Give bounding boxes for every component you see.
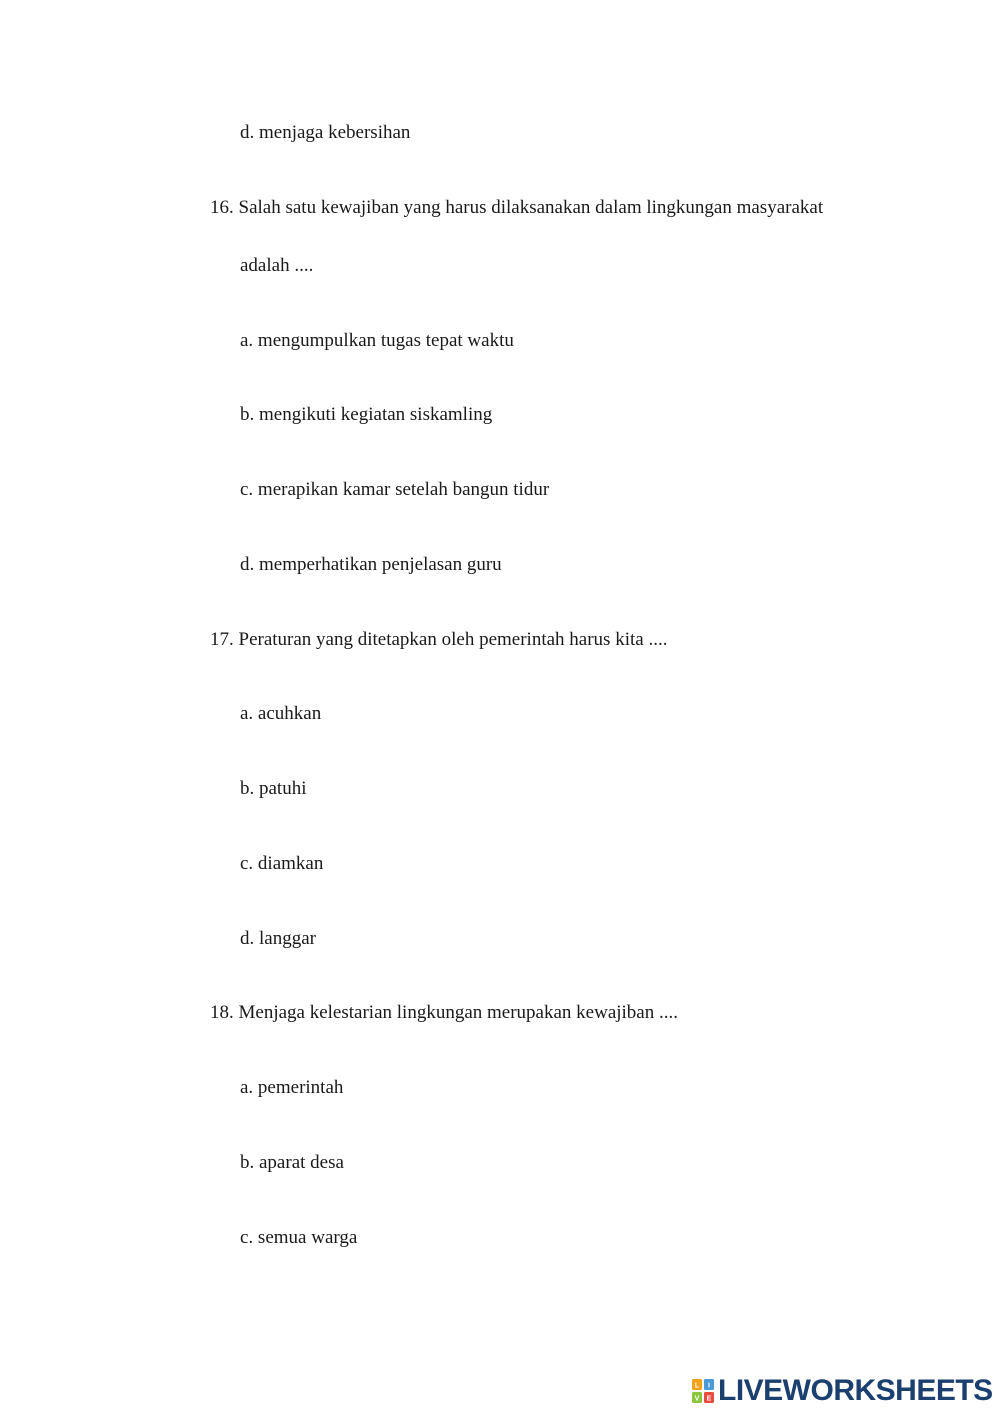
question-16-option-d[interactable]: d. memperhatikan penjelasan guru — [240, 554, 502, 575]
svg-text:V: V — [694, 1395, 700, 1403]
question-17-text: 17. Peraturan yang ditetapkan oleh pemerintah harus kita .... — [210, 629, 668, 650]
question-18-option-c[interactable]: c. semua warga — [240, 1227, 358, 1248]
liveworksheets-wordmark: LIVEWORKSHEETS — [718, 1374, 993, 1407]
question-16-option-b[interactable]: b. mengikuti kegiatan siskamling — [240, 404, 493, 425]
question-17-option-b[interactable]: b. patuhi — [240, 778, 307, 799]
svg-text:I: I — [708, 1382, 710, 1390]
option-d-prev: d. menjaga kebersihan — [240, 122, 411, 143]
question-18-option-b[interactable]: b. aparat desa — [240, 1152, 344, 1173]
question-18-text: 18. Menjaga kelestarian lingkungan merupakan kewajiban .... — [210, 1002, 678, 1023]
question-17-option-a[interactable]: a. acuhkan — [240, 703, 322, 724]
question-16-option-c[interactable]: c. merapikan kamar setelah bangun tidur — [240, 479, 550, 500]
question-16-option-a[interactable]: a. mengumpulkan tugas tepat waktu — [240, 330, 514, 351]
liveworksheets-logo-icon — [692, 1379, 714, 1403]
question-16-text: 16. Salah satu kewajiban yang harus dilaksanakan dalam lingkungan masyarakat — [210, 197, 824, 218]
question-17-option-c[interactable]: c. diamkan — [240, 853, 324, 874]
svg-text:L: L — [694, 1382, 700, 1390]
svg-text:E: E — [706, 1395, 712, 1403]
question-18-option-a[interactable]: a. pemerintah — [240, 1077, 344, 1098]
question-16-continuation: adalah .... — [240, 255, 314, 276]
liveworksheets-brand[interactable] — [692, 1374, 993, 1408]
question-17-option-d[interactable]: d. langgar — [240, 928, 316, 949]
